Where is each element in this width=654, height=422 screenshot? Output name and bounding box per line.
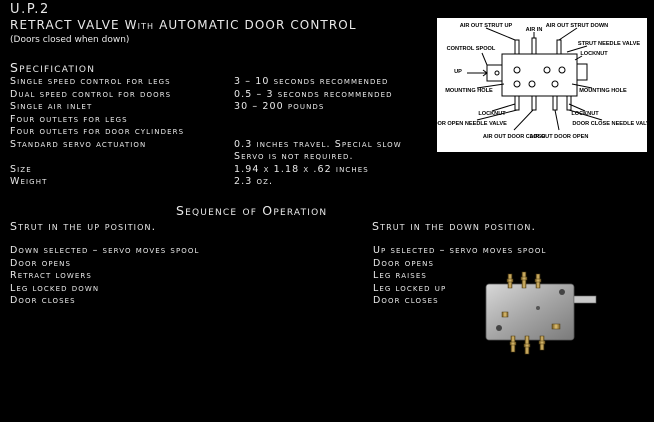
spec-value: 1.94 x 1.18 x .62 inches	[234, 164, 369, 175]
spec-value: Servo is not required.	[234, 151, 354, 162]
diagram-label: AIR OUT DOOR OPEN	[529, 134, 589, 140]
spec-label: Four outlets for door cylinders	[10, 126, 185, 137]
sequence-step: Door opens	[373, 258, 435, 269]
diagram-label: LOCKNUT	[580, 51, 608, 57]
spec-value: 0.5 – 3 seconds recommended	[234, 89, 393, 100]
diagram-label: MOUNTING HOLE	[579, 88, 627, 94]
spec-value: 2.3 oz.	[234, 176, 274, 187]
sequence-step: Down selected – servo moves spool	[10, 245, 200, 256]
product-subtitle: RETRACT VALVE With AUTOMATIC DOOR CONTROL	[10, 18, 357, 32]
diagram-label: MOUNTING HOLE	[445, 88, 493, 94]
diagram-label: LOCKNUT	[478, 111, 506, 117]
product-note: (Doors closed when down)	[10, 35, 130, 45]
strut-down-heading: Strut in the down position.	[372, 220, 537, 233]
sequence-step: Door closes	[373, 295, 439, 306]
sequence-step: Leg locked down	[10, 283, 100, 294]
sequence-step: Up selected – servo moves spool	[373, 245, 547, 256]
spec-label: Single speed control for legs	[10, 76, 171, 87]
spec-label: Size	[10, 164, 32, 175]
spec-label: Four outlets for legs	[10, 114, 128, 125]
sequence-step: Leg locked up	[373, 283, 447, 294]
sequence-step: Retract lowers	[10, 270, 92, 281]
diagram-label: DOOR CLOSE NEEDLE VALVE	[572, 121, 654, 127]
product-title: U.P.2	[10, 2, 50, 17]
strut-up-heading: Strut in the up position.	[10, 220, 157, 233]
sequence-step: Leg raises	[373, 270, 427, 281]
diagram-label: AIR OUT DOOR CLOSE	[482, 134, 546, 140]
spec-value: 3 – 10 seconds recommended	[234, 76, 389, 87]
diagram-label: AIR IN	[525, 27, 543, 33]
valve-photo	[478, 268, 600, 356]
spec-value: 30 – 200 pounds	[234, 101, 325, 112]
sequence-step: Door opens	[10, 258, 72, 269]
diagram-label: AIR OUT STRUT DOWN	[545, 23, 609, 29]
sequence-heading: Sequence of Operation	[176, 203, 328, 218]
diagram-label: LOCKNUT	[571, 111, 599, 117]
spec-label: Standard servo actuation	[10, 139, 147, 150]
spec-label: Dual speed control for doors	[10, 89, 172, 100]
diagram-label: STRUT NEEDLE VALVE	[577, 41, 641, 47]
diagram-label: DOOR OPEN NEEDLE VALVE	[429, 121, 507, 127]
spec-value: 0.3 inches travel. Special slow	[234, 139, 402, 150]
spec-label: Weight	[10, 176, 48, 187]
diagram-label: AIR OUT STRUT UP	[459, 23, 513, 29]
diagram-label: CONTROL SPOOL	[446, 46, 496, 52]
valve-diagram	[429, 18, 654, 152]
diagram-label: UP	[454, 69, 462, 75]
spec-label: Single air inlet	[10, 101, 93, 112]
specification-heading: Specification	[10, 60, 96, 75]
sequence-step: Door closes	[10, 295, 76, 306]
